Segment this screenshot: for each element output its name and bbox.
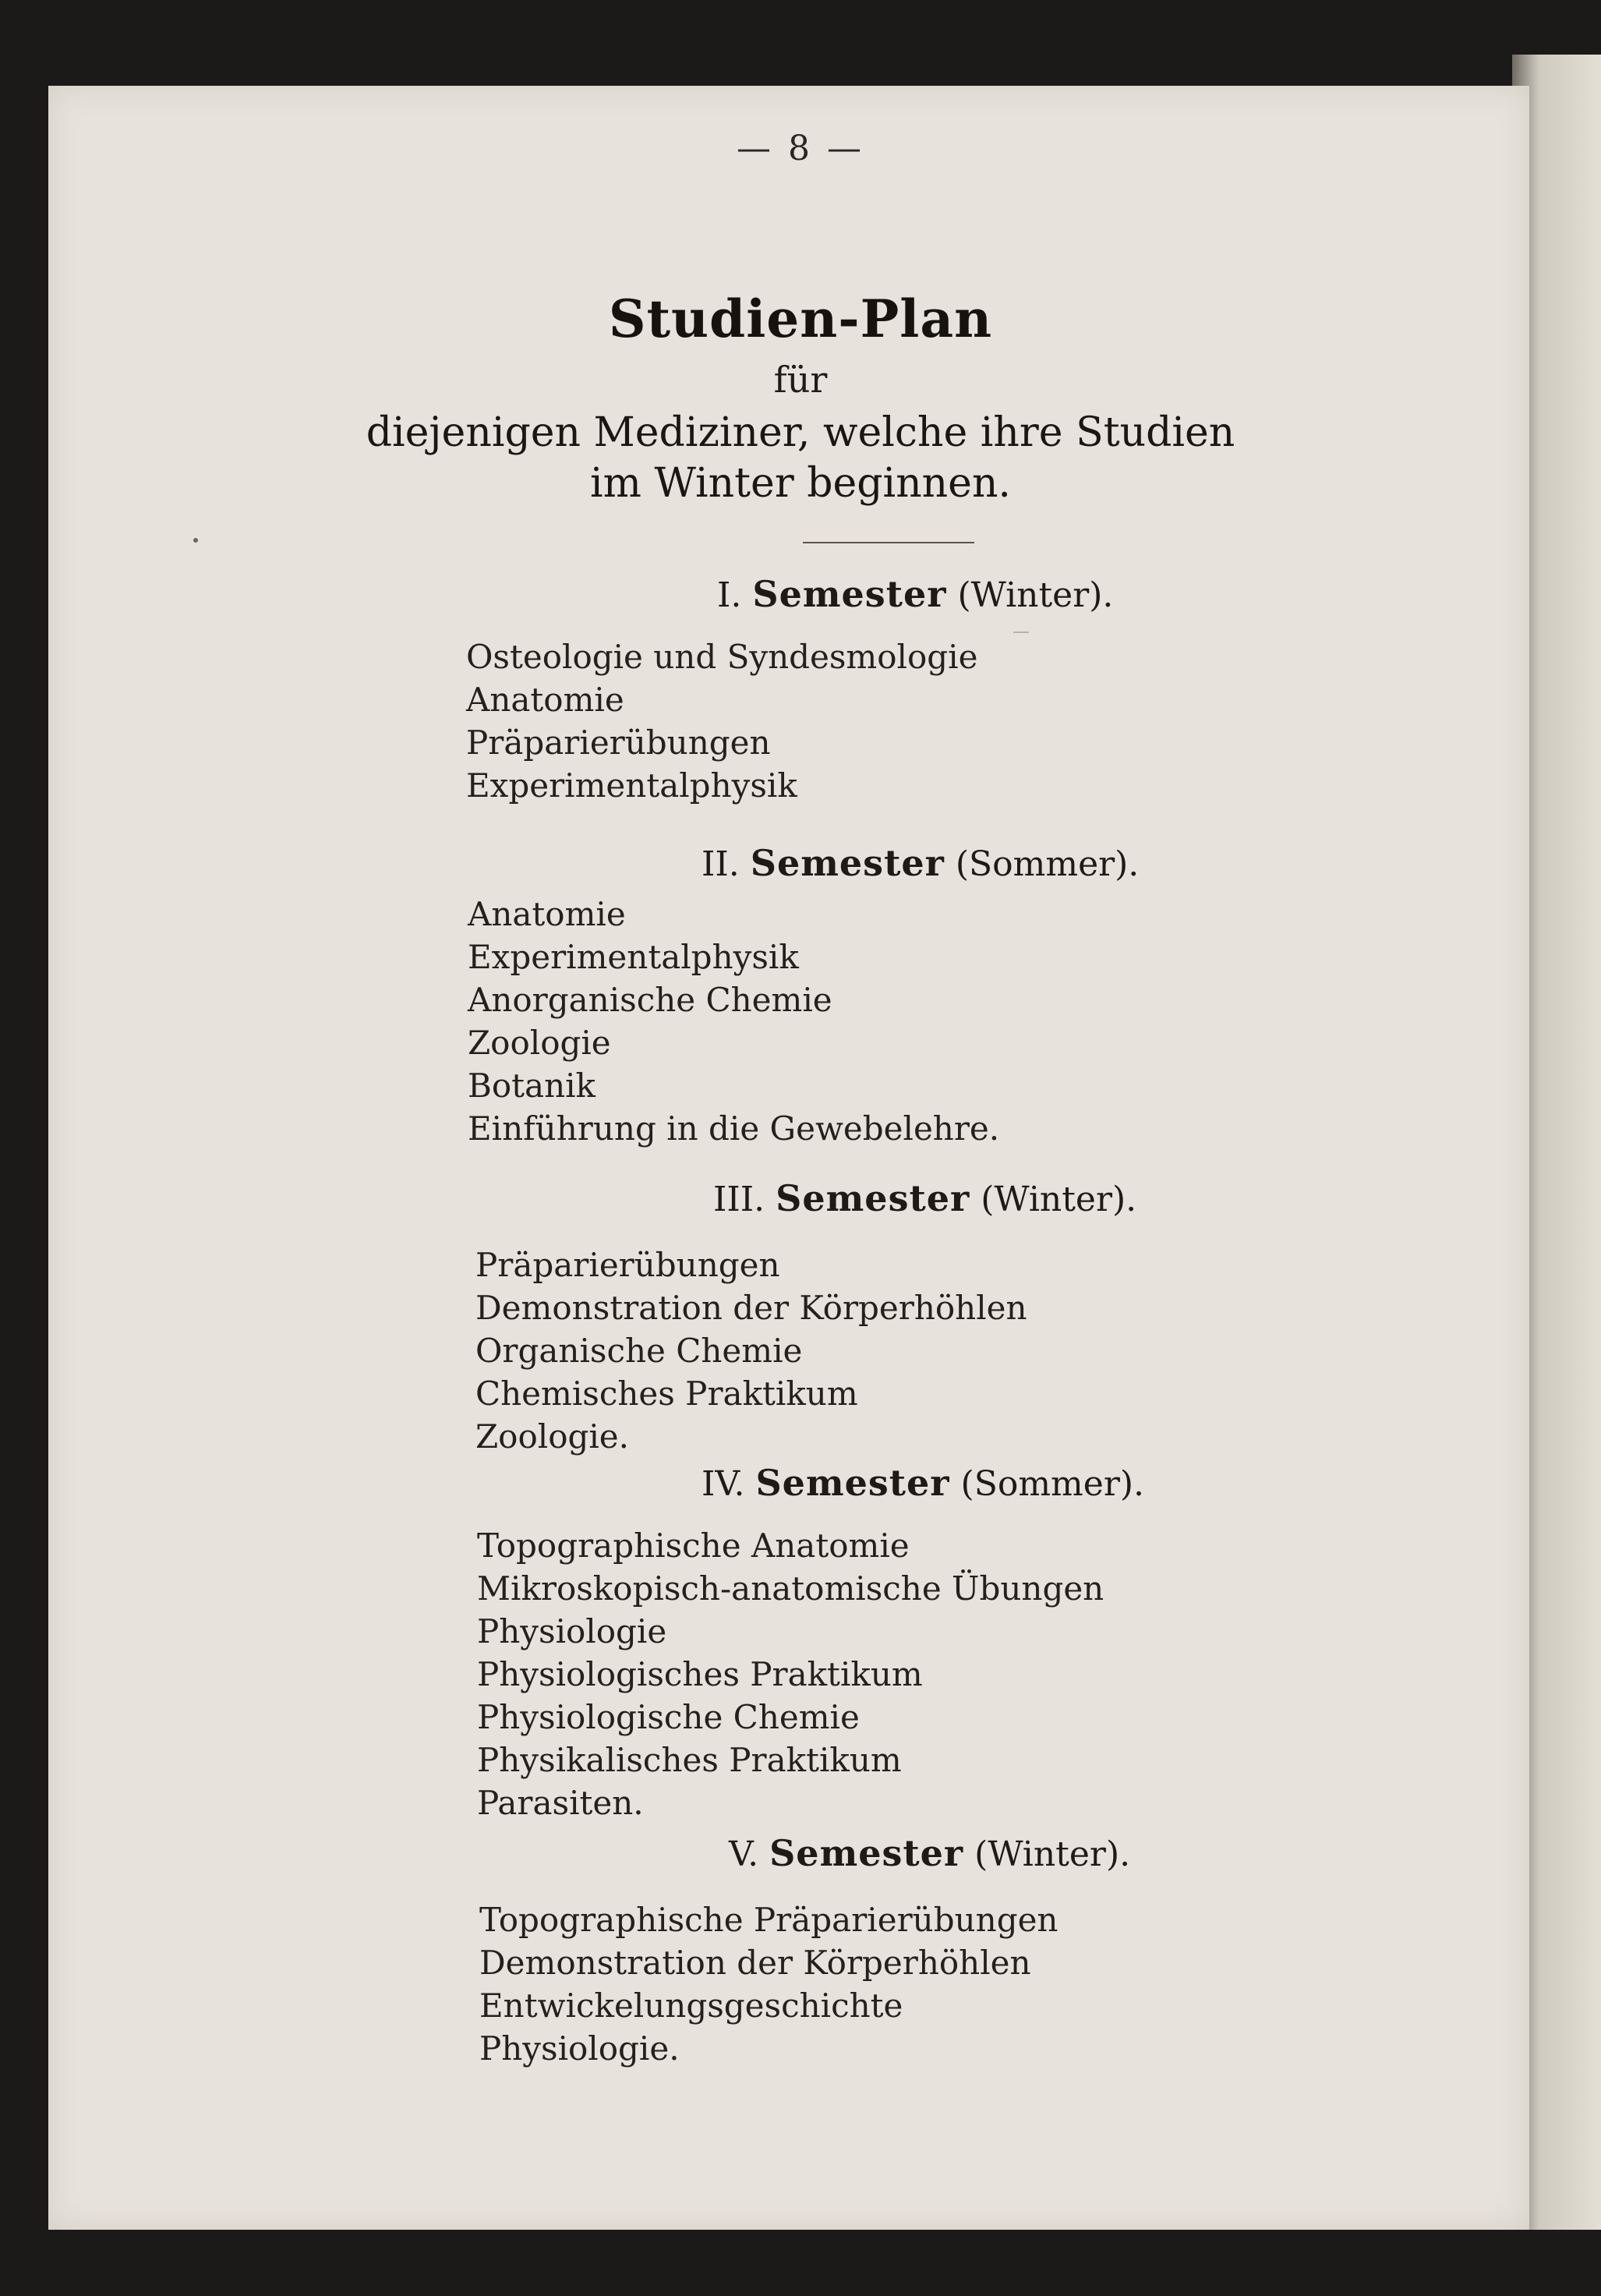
- semester-heading-5: [729, 1832, 1130, 1874]
- list-item: Zoologie: [468, 1024, 611, 1062]
- semester-season: (Sommer).: [955, 844, 1140, 884]
- list-item: Physiologie.: [479, 2029, 680, 2068]
- semester-season: (Winter).: [974, 1834, 1131, 1874]
- list-item: Demonstration der Körperhöhlen: [479, 1944, 1031, 1982]
- course-list-3: [475, 1244, 1027, 1458]
- semester-number: III.: [713, 1180, 765, 1219]
- page-number: — 8 —: [737, 129, 864, 168]
- subtitle-line-1: diejenigen Mediziner, welche ihre Studien: [366, 409, 1235, 456]
- semester-heading-1: [717, 573, 1113, 615]
- course-list-5: [479, 1898, 1058, 2070]
- semester-heading-3: [713, 1177, 1136, 1219]
- list-item: Mikroskopisch-anatomische Übungen: [477, 1569, 1104, 1608]
- paper-mark: [1013, 631, 1029, 633]
- semester-heading-2: [702, 842, 1139, 884]
- list-item: Physiologische Chemie: [477, 1698, 860, 1736]
- page-title: Studien-Plan: [608, 288, 993, 349]
- semester-number: IV.: [702, 1464, 745, 1504]
- list-item: Anatomie: [468, 895, 626, 933]
- list-item: Einführung in die Gewebelehre.: [468, 1109, 1000, 1148]
- course-list-1: [466, 635, 977, 807]
- subtitle-line-2: im Winter beginnen.: [590, 460, 1011, 507]
- semester-word: Semester: [776, 1177, 970, 1219]
- course-list-4: [477, 1524, 1104, 1824]
- semester-word: Semester: [769, 1832, 964, 1874]
- list-item: Physiologisches Praktikum: [477, 1655, 923, 1693]
- list-item: Parasiten.: [477, 1784, 644, 1822]
- list-item: Zoologie.: [475, 1417, 629, 1456]
- list-item: Physiologie: [477, 1612, 667, 1650]
- semester-word: Semester: [755, 1462, 950, 1504]
- semester-heading-4: [702, 1462, 1144, 1504]
- list-item: Präparierübungen: [475, 1246, 780, 1284]
- title-divider: [803, 542, 974, 543]
- list-item: Organische Chemie: [475, 1332, 803, 1370]
- list-item: Anorganische Chemie: [468, 981, 832, 1019]
- list-item: Demonstration der Körperhöhlen: [475, 1289, 1027, 1327]
- list-item: Experimentalphysik: [466, 766, 797, 805]
- list-item: Topographische Anatomie: [477, 1527, 910, 1565]
- list-item: Physikalisches Praktikum: [477, 1741, 902, 1779]
- list-item: Osteologie und Syndesmologie: [466, 638, 978, 676]
- list-item: Experimentalphysik: [468, 938, 799, 976]
- semester-season: (Sommer).: [960, 1464, 1144, 1504]
- course-list-2: [468, 893, 999, 1150]
- list-item: Präparierübungen: [466, 723, 771, 762]
- semester-word: Semester: [750, 842, 945, 884]
- list-item: Entwickelungsgeschichte: [479, 1986, 903, 2025]
- list-item: Chemisches Praktikum: [475, 1374, 858, 1413]
- list-item: Topographische Präparierübungen: [479, 1901, 1058, 1939]
- semester-number: I.: [717, 575, 742, 615]
- subtitle-fuer: für: [773, 359, 828, 401]
- semester-number: V.: [729, 1834, 759, 1874]
- paper-speck: [193, 538, 198, 543]
- semester-season: (Winter).: [957, 575, 1114, 615]
- list-item: Anatomie: [466, 681, 624, 719]
- semester-number: II.: [702, 844, 740, 884]
- list-item: Botanik: [468, 1067, 596, 1105]
- semester-word: Semester: [752, 573, 947, 615]
- semester-season: (Winter).: [981, 1180, 1137, 1219]
